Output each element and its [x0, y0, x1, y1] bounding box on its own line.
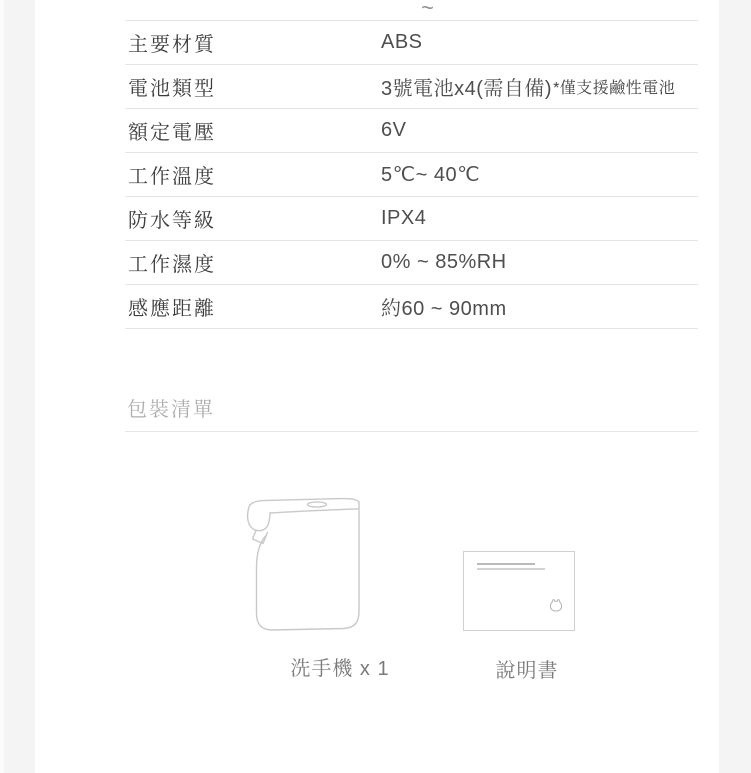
spec-value: 5℃~ 40℃ [381, 164, 481, 186]
table-row [125, 197, 698, 241]
table-row [125, 241, 698, 285]
spec-label: 工作溫度 [128, 166, 216, 188]
manual-illustration [463, 551, 575, 631]
manual-text-line [477, 568, 545, 570]
spec-table [125, 20, 698, 329]
manual-text-line [477, 563, 535, 565]
spec-label: 主要材質 [128, 34, 216, 56]
cropped-text-above: ~ [421, 0, 434, 17]
spec-value: IPX4 [381, 207, 427, 229]
spec-label: 工作濕度 [128, 254, 216, 276]
spec-label: 電池類型 [128, 78, 216, 100]
content-card [35, 0, 719, 773]
spec-label: 感應距離 [128, 298, 216, 320]
soap-dispenser-drawing [237, 495, 379, 641]
table-row [125, 65, 698, 109]
spec-label: 防水等級 [128, 210, 216, 232]
manual-caption: 說明書 [495, 660, 559, 682]
spec-value: ABS [381, 31, 423, 53]
mijia-bunny-logo-icon [548, 598, 564, 618]
package-list-heading: 包裝清單 [127, 399, 215, 421]
table-row [125, 21, 698, 65]
spec-value: 3號電池x4(需自備) [381, 78, 553, 100]
table-row [125, 285, 698, 329]
spec-label: 額定電壓 [128, 122, 216, 144]
page-edge-sliver [0, 0, 4, 773]
section-divider [125, 431, 698, 432]
spec-value: 0% ~ 85%RH [381, 251, 507, 273]
soap-dispenser-illustration [237, 495, 379, 646]
dispenser-caption: 洗手機 x 1 [290, 658, 390, 680]
spec-value: 約60 ~ 90mm [381, 298, 507, 320]
table-row [125, 109, 698, 153]
spec-note: *僅支援鹼性電池 [553, 80, 676, 97]
spec-value: 6V [381, 119, 407, 141]
table-row [125, 153, 698, 197]
